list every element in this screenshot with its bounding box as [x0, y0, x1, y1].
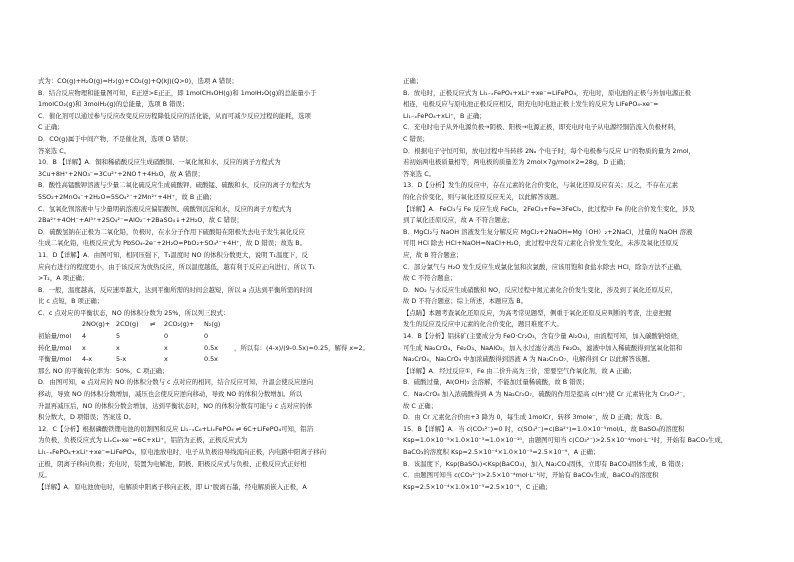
text-line: C．催化剂可以通过参与反应改变反应历程降低反应的活化能，从而可减少反应过程的能耗，选项 — [38, 111, 311, 120]
text-line: B．一般，温度越高，反应速率越大，达到平衡所需的时间会越短，所以 a 点达到平衡所需的时间 — [38, 285, 313, 294]
text-line: 相连，电极反应与原电池正极反应相反，阳充电时电池正极上发生的反应为 LiFePO₄-xe⁻= — [403, 100, 659, 109]
text-line: 【详解】A．FeCl₃与 Fe 反应生成 FeCl₂，2FeCl₃+Fe=3FeCl₂，此过程中 Fe 的化合价发生变化，涉及 — [403, 204, 695, 213]
text-line: 答案选 C。 — [38, 146, 71, 155]
table-row — [38, 319, 398, 331]
text-line: D．根据电子守恒可知，放电过程中当转移 2Nₐ 个电子时，每个电极参与反应 Li⁺的物质的量为 2mol， — [403, 146, 695, 155]
text-line: D．NO₂ 与水反应生成硝酸和 NO，反应过程中氮元素化合价发生变化，涉及到了氧化还原反应， — [403, 285, 678, 294]
text-line: C．由题图可知当 c(CO₃²⁻)>2.5×10⁻⁴mol·L⁻¹时，开始有 BaCO₃生成，BaCO₃的溶度积 — [403, 471, 659, 480]
text-line: BaCO₃的溶度积 Ksp=2.5×10⁻⁴×1.0×10⁻⁵=2.5×10⁻⁹，A 正确； — [403, 448, 600, 456]
text-line: 3Cu+8H⁺+2NO₃⁻=3Cu²⁺+2NO↑+4H₂O，故 A 错误； — [38, 169, 205, 178]
text-line: 比 c 点短，B 项正确； — [38, 297, 104, 306]
text-line: C．Na₂CrO₄ 加入浓硫酸得到 A 为 Na₂Cr₂O₇，硫酸的作用是提高 c(H⁺)使 Cr 元素转化为 Cr₂O₇²⁻， — [403, 390, 690, 399]
text-line: 升温再减压后，NO 的体积分数会增加，达到平衡状态时，NO 的体积分数有可能与 c 点对应的体 — [38, 401, 313, 410]
text-line: B．该温度下，Ksp(BaSO₄)<Ksp(BaCO₃)，加入 Na₂CO₃固体，立即有 BaCO₃固体生成，B 错误； — [403, 459, 688, 468]
table-cell: 初始量/mol — [38, 332, 72, 341]
text-line: 到了氧化还原反应，故 A 不符合题意； — [403, 216, 514, 225]
text-line: 14．B【分析】铝抹矿(主要成分为 FeO·Cr₂O₃，含有少量 Al₂O₃)，由流程可知，加入碳酸钠焙烧， — [403, 332, 684, 341]
text-line: 12．C【分析】根据磷酸铁锂电池的切割图和反应 Li₁₋ₓC₆+LiₓFePO₄ ⇌ 6C+LiFePO₄可知，铝箔 — [38, 424, 314, 433]
text-line: C．c 点对应的平衡状态，NO 的体积分数为 25%，所以列三段式： — [38, 308, 230, 317]
left-text-tail — [38, 366, 398, 494]
text-line: D．由图可知，e 点对应的 NO 的体积分数与 c 点对应的相同，结合反应可知，升温会使反应逆向 — [38, 378, 314, 387]
text-line: D．CO(g)属于中间产物，不是催化剂，选项 D 错误； — [38, 134, 192, 143]
text-line: 可用 HCl 除去 HCl+NaOH=NaCl+H₂O，此过程中没有元素化合价发生变化，未涉及氧化还原反 — [403, 239, 679, 248]
text-line: B．结合反应物理和能量图可知，E正逆>E正正，即 1molCH₃OH(g)和 1molH₂O(g)的总能量小于 — [38, 88, 317, 97]
text-line: 式为：CO(g)+H₂O(g)=H₂(g)+CO₂(g)+Q(kJ)(Q>0)，选项 A 错误； — [38, 77, 238, 85]
text-line: 2Ba²⁺+4OH⁻+Al³⁺+2SO₄²⁻=AlO₂⁻+2BaSO₄↓+2H₂O，故 C 错误； — [38, 216, 243, 225]
text-line: Ksp=2.5×10⁻⁴×1.0×10⁻⁵=2.5×10⁻⁹，C 正确； — [403, 482, 552, 491]
table-row — [38, 343, 398, 355]
text-line: >T₂，A 项正确； — [38, 274, 89, 283]
text-line: 13．D【分析】发生的反应中，存在元素的化合价变化，与氧化还原反应有关；反之，不存在元素 — [403, 181, 679, 190]
text-line: B．硫酸过量，Al(OH)₃ 会溶解，不能加过量稀硫酸，故 B 错误； — [403, 378, 589, 387]
table-cell — [150, 354, 164, 366]
table-cell: 2CO(g) — [116, 320, 139, 329]
right-column — [403, 76, 761, 493]
table-cell: 0 — [204, 332, 209, 341]
table-cell: x — [164, 343, 168, 352]
text-line: 11．D【详解】A．由图可知，相同压强下，T₁温度时 NO 的体积分数更大，说明 T₁温度下，反 — [38, 250, 308, 259]
text-line: Li₁₋ₓFePO₄+xLi⁺，B 正确； — [403, 111, 486, 120]
table-cell: 平衡量/mol — [38, 355, 72, 364]
text-line: 1molCO₂(g)和 3molH₂(g)的总能量，选项 B 错误； — [38, 100, 189, 109]
table-cell: 0 — [164, 332, 169, 341]
text-line: 的化合价变化，则与氧化还原反应无关，以此解答该题。 — [403, 192, 563, 201]
table-cell — [150, 343, 164, 355]
table-cell: x — [116, 343, 120, 352]
text-line: 故 C 不符合题意； — [403, 274, 457, 283]
table-cell: 0.5x — [204, 355, 218, 364]
text-line: 反。 — [38, 471, 51, 480]
text-line: B．酸性高锰酸钾溶液与少量二氧化硫反应生成硫酸钾、硫酸锰、硫酸和水，反应的离子方程式为 — [38, 181, 311, 190]
text-line: 应，故 B 符合题意； — [403, 250, 463, 259]
text-line: 积分数大，D 项错误；答案选 D。 — [38, 413, 135, 422]
left-text-lines — [38, 76, 398, 319]
table-cell: 5 — [116, 332, 121, 341]
text-line: 【点睛】本题考查氧化还原反应，为高考常见题型，侧重于氧化还原反应判断的考查，注意把握 — [403, 308, 672, 317]
table-cell: x — [82, 343, 86, 352]
table-cell — [150, 331, 164, 343]
table-cell: N₂(g) — [204, 320, 221, 329]
table-cell: 0.5x — [204, 343, 218, 352]
table-cell: 2NO(g)+ — [82, 320, 111, 329]
text-line: 正极，阴离子移向负极；充电时，装置为电解池，阴极、阳极反应式与负极、正极反应式正好相 — [38, 459, 307, 468]
text-line: 故 D 不符合题意；综上所述，本题应选 B。 — [403, 297, 528, 306]
text-line: 【详解】A．经过反应①，Fe 由二价升高为三价，需要空气作氧化剂，故 A 正确； — [403, 366, 636, 375]
text-line: B．MgCl₂与 NaOH 溶液发生复分解反应 MgCl₂+2NaOH=Mg（OH）₂+2NaCl，过量的 NaOH 溶液 — [403, 227, 693, 236]
text-line: B．放电时，正极反应式为 Li₁₋ₓFePO₄+xLi⁺+xe⁻=LiFePO₄，充电时，原电池的正极与外加电源正极 — [403, 88, 692, 97]
equilibrium-table — [38, 319, 398, 365]
text-line: 生成二氧化铅，电极反应式为 PbSO₄-2e⁻+2H₂O=PbO₂+SO₄²⁻+4H⁺，故 D 错误；故选 B。 — [38, 239, 307, 248]
text-line: 为负极，负极反应式为 LiₓC₆-xe⁻=6C+xLi⁺，铝箔为正极，正极反应式为 — [38, 436, 248, 445]
left-column — [38, 76, 398, 493]
text-line: Li₁₋ₓFePO₄+xLi⁺+xe⁻=LiFePO₄，原电池放电时，电子从负极沿导线流向正极，内电路中阳离子移向 — [38, 448, 327, 456]
text-line: 那么 NO 的平衡转化率为：50%，C 项正确； — [38, 366, 169, 375]
text-line: 15．B【详解】A．当 c(CO₃²⁻)=0 时，c(SO₄²⁻)=c(Ba²⁺)=1.0×10⁻⁵mol/L，故 BaSO₄的溶度积 — [403, 424, 685, 433]
text-line: Na₂CrO₄，Na₂CrO₄ 中加浓硫酸得到溶液 A 为 Na₂Cr₂O₇，电解得到 Cr 以此解答该题。 — [403, 355, 655, 364]
text-line: 答案选 C。 — [403, 169, 436, 178]
table-cell: 5-x — [116, 355, 127, 364]
text-line: D．由 Cr 元素化合价由+3 降为 0，每生成 1molCr，转移 3mole⁻，故 D 正确；故选：B。 — [403, 413, 667, 422]
text-line: 10．B 【详解】A．铜和稀硝酸反应生成硝酸铜、一氧化氮和水，反应的离子方程式为 — [38, 158, 281, 167]
text-line: 5SO₂+2MnO₄⁻+2H₂O=5SO₄²⁻+2Mn²⁺+4H⁺，故 B 正确； — [38, 192, 216, 201]
table-row — [38, 354, 398, 366]
table-cell: 4-x — [82, 355, 93, 364]
right-text-lines — [403, 76, 761, 493]
table-note: ，所以有：(4-x)/(9-0.5x)=0.25，解得 x=2。 — [234, 343, 369, 352]
text-line: 正确； — [403, 77, 423, 85]
table-cell: 4 — [82, 332, 87, 341]
text-line: D．硫酸氢钠在正极为二氧化铅，负极时，在水分子作用下硫酸铅在阳极失去电子发生氧化反应 — [38, 227, 305, 236]
table-cell: ⇌ — [150, 320, 156, 329]
text-line: 【详解】A．原电池放电时，电解质中阳离子移向正极，即 Li⁺脱离石墨，经电解质嵌入正极，A — [38, 482, 307, 491]
text-line: C 错误； — [403, 134, 429, 143]
text-line: 发生的反应及反应中元素的化合价变化，题目难度不大。 — [403, 320, 563, 329]
text-line: 故 C 正确； — [403, 401, 438, 410]
text-line: C．充电时电子从外电源负极→阴极、阳极→电源正极，即充电时电子从电源经铜箔流入负极材料， — [403, 123, 681, 132]
text-line: 可生成 Na₂CrO₄、Fe₂O₃、NaAlO₂，加入水过滤分离出 Fe₂O₃，滤液中加入稀硫酸得到氢氧化铝和 — [403, 343, 682, 352]
table-cell: 2CO₂(g)+ — [164, 320, 195, 329]
text-line: C．氢氧化钡溶液中与少量明矾溶液反应偏铝酸钡、硫酸钡沉淀和水，反应的离子方程式为 — [38, 204, 292, 213]
text-line: Ksp=1.0×10⁻⁵×1.0×10⁻⁵=1.0×10⁻¹⁰，由题图可知当 c(CO₃²⁻)>2.5×10⁻⁴mol·L⁻¹时，开始有 BaCO₃生成， — [403, 436, 728, 445]
table-cell: x — [164, 355, 168, 364]
table-cell: 转化量/mol — [38, 343, 72, 352]
table-cell — [38, 319, 82, 331]
text-line: 若初始两电极质量相等，两电极的质量差为 2mol×7g/mol×2=28g，D 正确； — [403, 158, 630, 167]
text-line: 移动，导致 NO 的体积分数增加，减压也会使反应逆向移动，导致 NO 的体积分数增加。所以 — [38, 390, 303, 399]
text-line: 应向右进行的程度更小，由于该反应为放热反应，所以温度越低，越有利于反应正向进行，所以 T₁ — [38, 262, 315, 271]
text-line: C．部分氯气与 H₂O 发生反应生成氯化氢和次氯酸，应该用饱和食盐水除去 HCl，除杂方法不正确， — [403, 262, 687, 271]
table-row — [38, 331, 398, 343]
text-line: C 正确； — [38, 123, 64, 132]
